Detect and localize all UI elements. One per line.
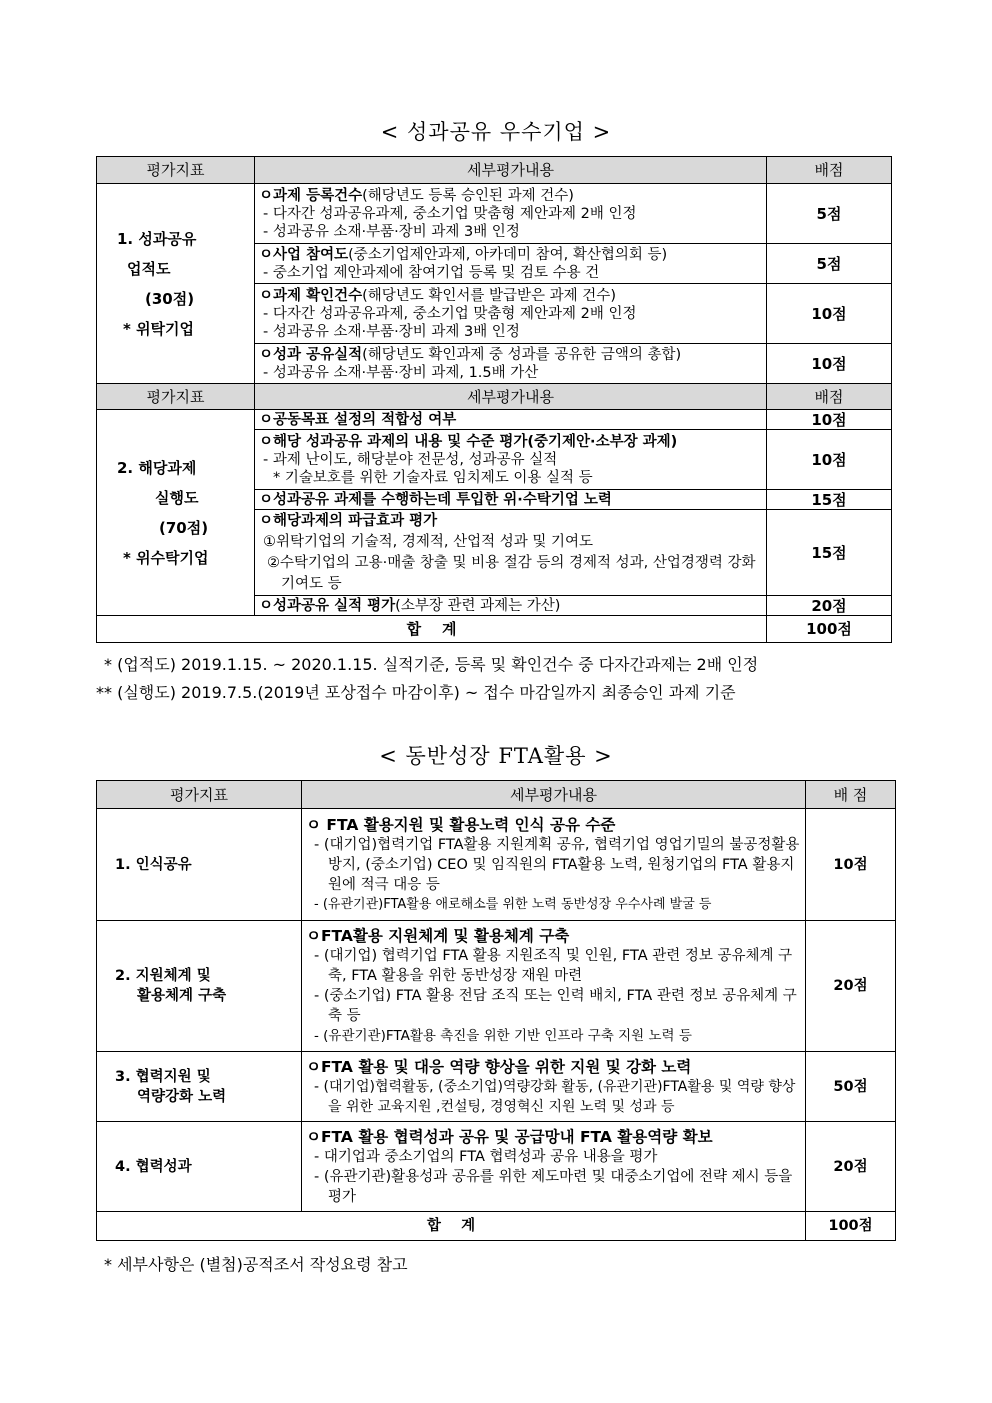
- detail-heading: ㅇ해당과제의 파급효과 평가: [259, 512, 438, 529]
- detail-cell: [302, 921, 806, 1052]
- note-line: ** (실행도) 2019.7.5.(2019년 포상접수 마감이후) ~ 접수 마감일까지 최종승인 과제 기준: [96, 683, 736, 702]
- detail-cell: [302, 1122, 806, 1212]
- indicator-line: 2. 지원체계 및: [115, 968, 211, 984]
- detail-line: ②수탁기업의 고용·매출 창출 및 비용 절감 등의 경제적 성과, 산업경쟁력 강화 기여도 등: [267, 554, 756, 592]
- score-cell: 10점: [767, 410, 892, 430]
- detail-cell: [255, 344, 767, 384]
- indicator-line: 역량강화 노력: [137, 1088, 227, 1105]
- indicator-line: 실행도: [155, 488, 199, 507]
- score-cell: 50점: [806, 1052, 896, 1122]
- detail-cell: [255, 490, 767, 510]
- detail-line: ①위탁기업의 기술적, 경제적, 산업적 성과 및 기여도: [263, 533, 594, 550]
- indicator-line: (70점): [159, 518, 209, 537]
- indicator-line: 3. 협력지원 및: [115, 1068, 211, 1085]
- detail-heading: ㅇ성과공유 실적 평가(소부장 관련 과제는 가산): [259, 597, 561, 614]
- detail-line: - (대기업)협력활동, (중소기업)역량강화 활동, (유관기관)FTA활용 및 역량 향상을 위한 교육지원 ,컨설팅, 경영혁신 지원 노력 및 성과 등: [314, 1078, 796, 1115]
- section2-table: [96, 780, 896, 1241]
- score-cell: 5점: [767, 244, 892, 284]
- detail-line: - 성과공유 소재·부품·장비 과제 3배 인정: [263, 323, 520, 340]
- indicator-line: 1. 인식공유: [115, 856, 192, 873]
- indicator-cell: [97, 921, 302, 1052]
- detail-cell: [255, 244, 767, 284]
- detail-line: - (대기업)협력기업 FTA활용 지원계획 공유, 협력기업 영업기밀의 불공정활용 방지, (중소기업) CEO 및 임직원의 FTA활용 노력, 원청기업의 FTA 활용지원에 적극 대응 등: [314, 836, 800, 893]
- score-cell: 10점: [767, 430, 892, 490]
- total-label: 합 계: [97, 1212, 806, 1241]
- score-cell: 15점: [767, 510, 892, 596]
- detail-cell: [255, 410, 767, 430]
- indicator-line: 업적도: [127, 259, 171, 278]
- indicator-cell: [97, 809, 302, 921]
- detail-cell: [255, 596, 767, 616]
- detail-line: - 성과공유 소재·부품·장비 과제 3배 인정: [263, 223, 520, 240]
- detail-heading: ㅇ성과공유 과제를 수행하는데 투입한 위·수탁기업 노력: [259, 491, 612, 508]
- header-score: 배 점: [806, 781, 896, 809]
- detail-heading: ㅇFTA 활용 협력성과 공유 및 공급망내 FTA 활용역량 확보: [306, 1127, 713, 1146]
- indicator-cell: [97, 1122, 302, 1212]
- detail-cell: [302, 809, 806, 921]
- detail-line: - (중소기업) FTA 활용 전담 조직 또는 인력 배치, FTA 관련 정보 공유체계 구축 등: [314, 988, 797, 1024]
- detail-heading: ㅇFTA 활용 및 대응 역량 향상을 위한 지원 및 강화 노력: [306, 1057, 692, 1076]
- table-row: [97, 1122, 896, 1212]
- detail-heading: ㅇ과제 확인건수(해당년도 확인서를 발급받은 과제 건수): [259, 287, 616, 304]
- score-cell: 20점: [767, 596, 892, 616]
- indicator-line: * 위수탁기업: [123, 548, 209, 567]
- detail-heading: ㅇ공동목표 설정의 적합성 여부: [259, 411, 457, 428]
- header-indicator: 평가지표: [97, 157, 255, 184]
- indicator-line: 4. 협력성과: [115, 1158, 192, 1175]
- detail-cell: [302, 1052, 806, 1122]
- header-indicator: 평가지표: [97, 384, 255, 410]
- detail-line: - (대기업) 협력기업 FTA 활용 지원조직 및 인원, FTA 관련 정보 공유체계 구축, FTA 활용을 위한 동반성장 재원 마련: [314, 948, 793, 984]
- indicator-line: * 위탁기업: [123, 319, 195, 338]
- indicator-cell: [97, 410, 255, 616]
- detail-line: - 성과공유 소재·부품·장비 과제, 1.5배 가산: [263, 364, 539, 381]
- indicator-line: 2. 해당과제: [117, 458, 197, 477]
- header-score: 배점: [767, 157, 892, 184]
- header-detail: 세부평가내용: [255, 384, 767, 410]
- detail-cell: [255, 430, 767, 490]
- detail-line: - 대기업과 중소기업의 FTA 협력성과 공유 내용을 평가: [314, 1148, 658, 1165]
- detail-line: - 다자간 성과공유과제, 중소기업 맞춤형 제안과제 2배 인정: [263, 305, 637, 322]
- header-indicator: 평가지표: [97, 781, 302, 809]
- detail-heading: ㅇ FTA 활용지원 및 활용노력 인식 공유 수준: [306, 815, 616, 834]
- indicator-line: (30점): [145, 289, 195, 308]
- section2-title: < 동반성장 FTA활용 >: [379, 744, 613, 768]
- detail-heading: ㅇ과제 등록건수(해당년도 등록 승인된 과제 건수): [259, 187, 574, 204]
- detail-line: - (유관기관)활용성과 공유를 위한 제도마련 및 대중소기업에 전략 제시 등을 평가: [314, 1168, 793, 1205]
- note-line: * 세부사항은 (별첨)공적조서 작성요령 참고: [104, 1255, 408, 1274]
- indicator-line: 1. 성과공유: [117, 229, 197, 248]
- table-row: [97, 809, 896, 921]
- score-cell: 10점: [767, 344, 892, 384]
- total-score: 100점: [806, 1212, 896, 1241]
- detail-line: - 중소기업 제안과제에 참여기업 등록 및 검토 수용 건: [263, 264, 600, 281]
- indicator-cell: [97, 184, 255, 384]
- detail-line: - (유관기관)FTA활용 촉진을 위한 기반 인프라 구축 지원 노력 등: [314, 1028, 692, 1044]
- detail-line: - 과제 난이도, 해당분야 전문성, 성과공유 실적: [263, 451, 558, 468]
- detail-heading: ㅇ사업 참여도(중소기업제안과제, 아카데미 참여, 확산협의회 등): [259, 246, 668, 263]
- score-cell: 20점: [806, 1122, 896, 1212]
- indicator-cell: [97, 1052, 302, 1122]
- score-cell: 5점: [767, 184, 892, 244]
- table-row: [97, 1052, 896, 1122]
- detail-cell: [255, 184, 767, 244]
- header-detail: 세부평가내용: [302, 781, 806, 809]
- detail-heading: ㅇFTA활용 지원체계 및 활용체계 구축: [306, 927, 570, 945]
- detail-line: - 다자간 성과공유과제, 중소기업 맞춤형 제안과제 2배 인정: [263, 205, 637, 222]
- table-row: [97, 410, 892, 430]
- detail-line: - (유관기관)FTA활용 애로해소를 위한 노력 동반성장 우수사례 발굴 등: [314, 896, 712, 912]
- total-score: 100점: [767, 616, 892, 643]
- section1-title: < 성과공유 우수기업 >: [380, 120, 612, 144]
- table-row: [97, 921, 896, 1052]
- detail-heading: ㅇ성과 공유실적(해당년도 확인과제 중 성과를 공유한 금액의 총합): [259, 346, 682, 363]
- detail-cell: [255, 510, 767, 596]
- total-label: 합 계: [97, 616, 767, 643]
- score-cell: 10점: [806, 809, 896, 921]
- section1-table: [96, 156, 892, 643]
- score-cell: 15점: [767, 490, 892, 510]
- score-cell: 10점: [767, 284, 892, 344]
- note-line: * (업적도) 2019.1.15. ~ 2020.1.15. 실적기준, 등록 및 확인건수 중 다자간과제는 2배 인정: [104, 655, 759, 674]
- header-score: 배점: [767, 384, 892, 410]
- detail-cell: [255, 284, 767, 344]
- score-cell: 20점: [806, 921, 896, 1052]
- indicator-line: 활용체계 구축: [137, 988, 227, 1004]
- detail-line: * 기술보호를 위한 기술자료 임치제도 이용 실적 등: [273, 469, 593, 486]
- table-row: [97, 184, 892, 244]
- header-detail: 세부평가내용: [255, 157, 767, 184]
- detail-heading: ㅇ해당 성과공유 과제의 내용 및 수준 평가(중기제안·소부장 과제): [259, 433, 678, 450]
